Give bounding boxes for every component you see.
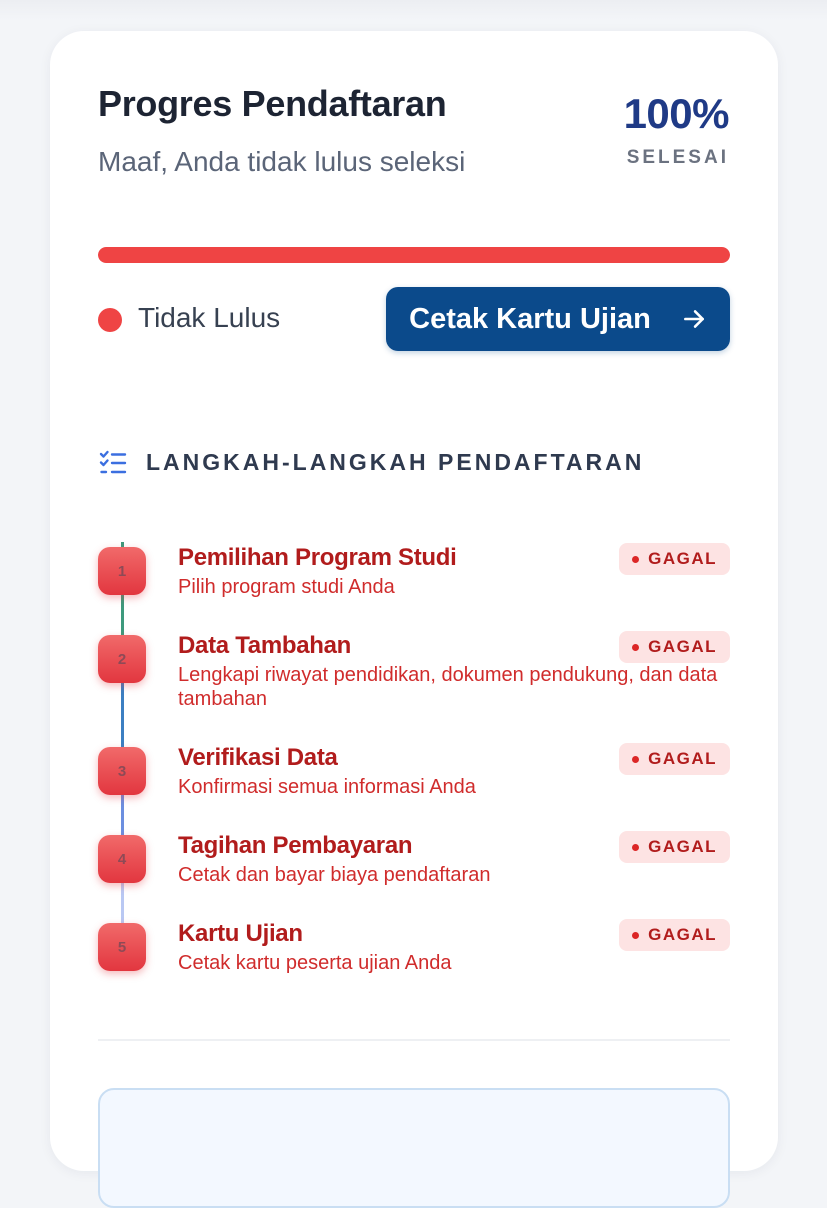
step-number: 1 (98, 547, 146, 595)
status-badge (619, 543, 730, 575)
status-badge-label: GAGAL (648, 837, 717, 856)
print-exam-card-label: Cetak Kartu Ujian (409, 302, 651, 335)
status-badge-dot (632, 844, 639, 851)
step-title: Pemilihan Program Studi (178, 544, 457, 571)
step-number: 4 (98, 835, 146, 883)
step-number: 5 (98, 923, 146, 971)
print-exam-card-button[interactable] (386, 287, 730, 351)
status-label: Tidak Lulus (138, 302, 281, 333)
step-description: Lengkapi riwayat pendidikan, dokumen pendukung, dan data tambahan (178, 664, 718, 710)
result-message: Maaf, Anda tidak lulus seleksi (98, 146, 466, 177)
step-description: Konfirmasi semua informasi Anda (178, 776, 476, 798)
status-badge-dot (632, 756, 639, 763)
arrow-right-icon (681, 306, 707, 332)
status-badge (619, 831, 730, 863)
step-description: Cetak dan bayar biaya pendaftaran (178, 864, 491, 886)
page-title: Progres Pendaftaran (98, 83, 447, 124)
step-number: 3 (98, 747, 146, 795)
status-badge-label: GAGAL (648, 749, 717, 768)
section-divider (98, 1039, 730, 1041)
progress-bar (98, 247, 730, 263)
status-badge-dot (632, 556, 639, 563)
progress-bar-fill (98, 247, 730, 263)
status-badge-dot (632, 932, 639, 939)
step-description: Cetak kartu peserta ujian Anda (178, 952, 452, 974)
step-title: Kartu Ujian (178, 920, 303, 947)
status-badge-label: GAGAL (648, 925, 717, 944)
status-dot (98, 308, 122, 332)
step-title: Verifikasi Data (178, 744, 338, 771)
progress-percent: 100% (623, 90, 729, 137)
status-badge (619, 919, 730, 951)
top-shade (0, 0, 827, 20)
status-badge-label: GAGAL (648, 549, 717, 568)
status-badge (619, 631, 730, 663)
step-title: Tagihan Pembayaran (178, 832, 413, 859)
info-box (98, 1088, 730, 1208)
status-badge-dot (632, 644, 639, 651)
status-badge (619, 743, 730, 775)
step-number: 2 (98, 635, 146, 683)
checklist-icon (99, 450, 127, 476)
steps-heading: LANGKAH-LANGKAH PENDAFTARAN (146, 449, 645, 475)
registration-progress-card (50, 31, 778, 1171)
status-badge-label: GAGAL (648, 637, 717, 656)
step-description: Pilih program studi Anda (178, 576, 395, 598)
progress-percent-label: SELESAI (626, 147, 729, 168)
step-title: Data Tambahan (178, 632, 352, 659)
